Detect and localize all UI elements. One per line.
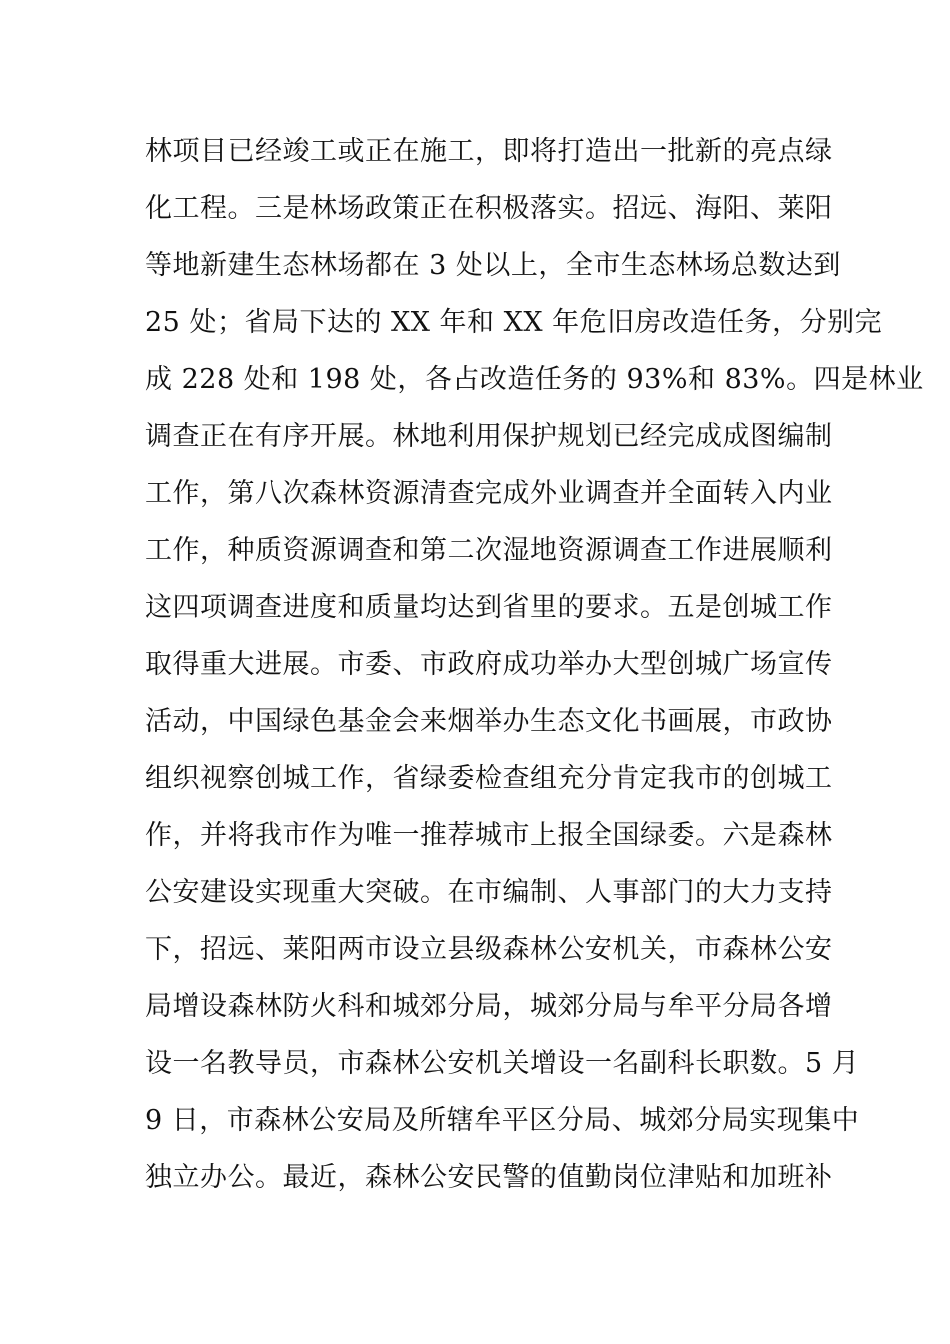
body-text — [145, 130, 924, 1213]
text-line: 独立办公。最近，森林公安民警的值勤岗位津贴和加班补 — [145, 1162, 833, 1193]
text-line: 林项目已经竣工或正在施工，即将打造出一批新的亮点绿 — [145, 136, 833, 167]
text-line: 作，并将我市作为唯一推荐城市上报全国绿委。六是森林 — [145, 820, 833, 851]
text-line: 9 日，市森林公安局及所辖牟平区分局、城郊分局实现集中 — [145, 1105, 860, 1136]
text-line: 公安建设实现重大突破。在市编制、人事部门的大力支持 — [145, 877, 833, 908]
text-line: 调查正在有序开展。林地利用保护规划已经完成成图编制 — [145, 421, 833, 452]
text-line: 组织视察创城工作，省绿委检查组充分肯定我市的创城工 — [145, 763, 833, 794]
text-line: 成 228 处和 198 处，各占改造任务的 93%和 83%。四是林业 — [145, 364, 924, 395]
text-line: 取得重大进展。市委、市政府成功举办大型创城广场宣传 — [145, 649, 833, 680]
text-line: 设一名教导员，市森林公安机关增设一名副科长职数。5 月 — [145, 1048, 860, 1079]
text-line: 这四项调查进度和质量均达到省里的要求。五是创城工作 — [145, 592, 833, 623]
text-line: 下，招远、莱阳两市设立县级森林公安机关，市森林公安 — [145, 934, 833, 965]
text-line: 活动，中国绿色基金会来烟举办生态文化书画展，市政协 — [145, 706, 833, 737]
text-line: 等地新建生态林场都在 3 处以上，全市生态林场总数达到 — [145, 250, 841, 281]
text-line: 工作，种质资源调查和第二次湿地资源调查工作进展顺利 — [145, 535, 833, 566]
text-line: 局增设森林防火科和城郊分局，城郊分局与牟平分局各增 — [145, 991, 833, 1022]
text-line: 化工程。三是林场政策正在积极落实。招远、海阳、莱阳 — [145, 193, 833, 224]
text-line: 25 处；省局下达的 XX 年和 XX 年危旧房改造任务，分别完 — [145, 307, 883, 338]
text-line: 工作，第八次森林资源清查完成外业调查并全面转入内业 — [145, 478, 833, 509]
